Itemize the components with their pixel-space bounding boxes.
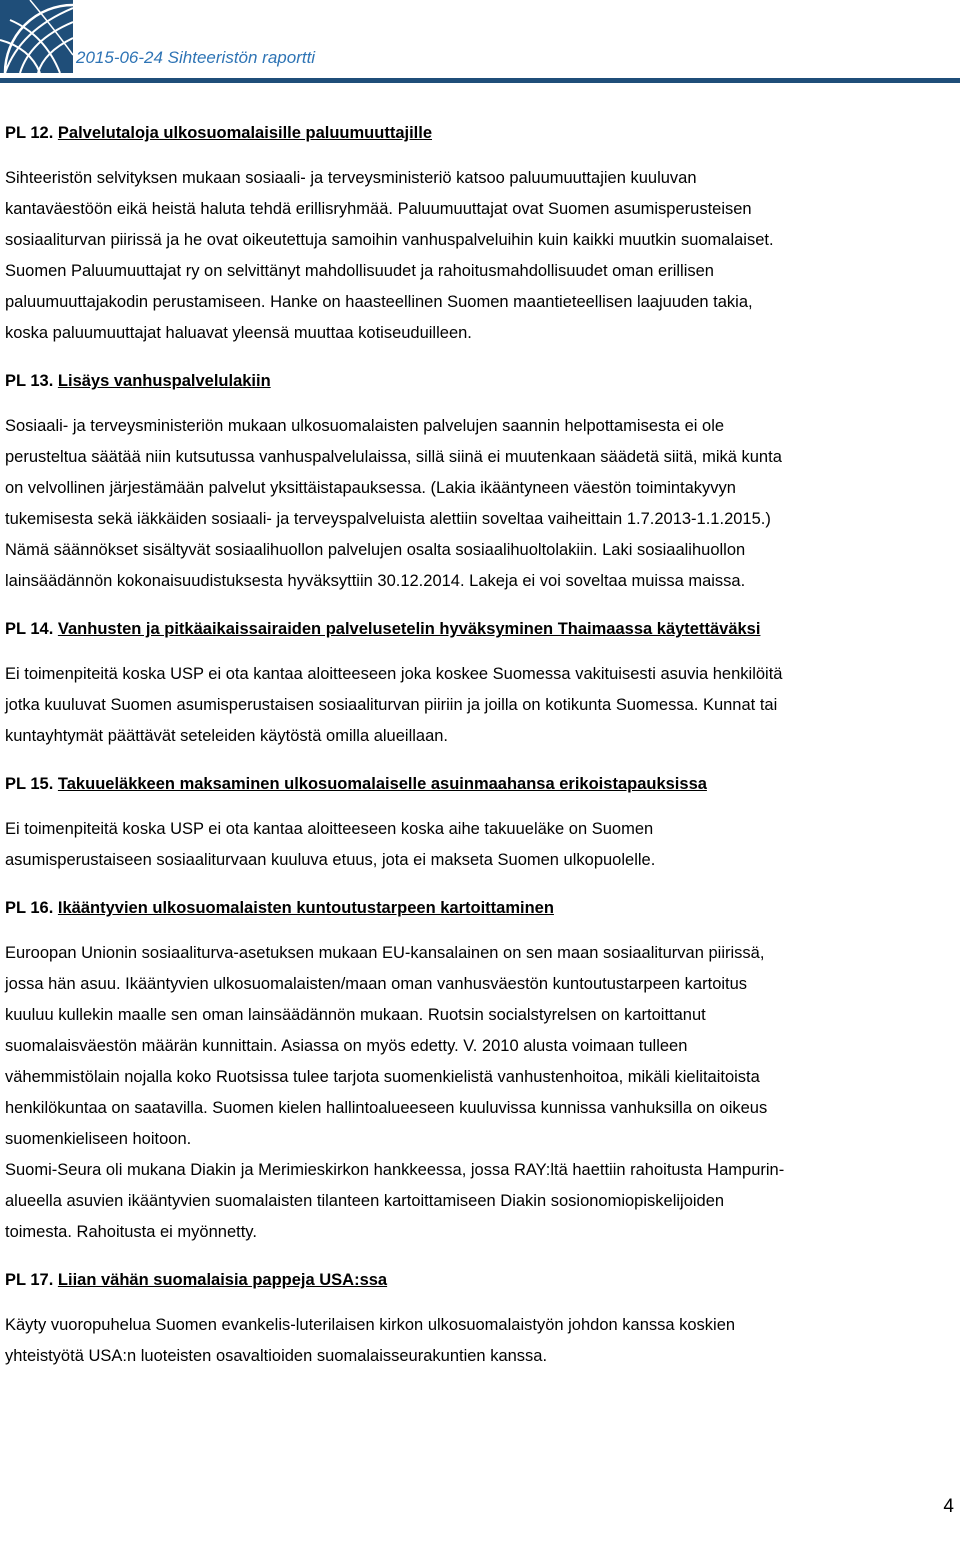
paragraph-line: henkilökuntaa on saatavilla. Suomen kielen hallintoalueeseen kuuluvissa kunnissa vanhuksilla on oikeus <box>5 1099 768 1117</box>
section-number: PL 17. <box>5 1271 54 1289</box>
section-number: PL 15. <box>5 775 54 793</box>
paragraph-line: on velvollinen järjestämään palvelut yksittäistapauksessa. (Lakia ikääntyneen väestön toimintakyvyn <box>5 479 736 497</box>
paragraph-line: Suomi-Seura oli mukana Diakin ja Merimieskirkon hankkeessa, jossa RAY:ltä haettiin rahoitusta Hampurin- <box>5 1161 785 1179</box>
paragraph-line: Ei toimenpiteitä koska USP ei ota kantaa aloitteeseen koska aihe takuueläke on Suomen <box>5 820 654 838</box>
paragraph-line: lainsäädännön kokonaisuudistuksesta hyväksyttiin 30.12.2014. Lakeja ei voi soveltaa muissa maissa. <box>5 572 746 590</box>
section-title: Liian vähän suomalaisia pappeja USA:ssa <box>57 1271 388 1289</box>
paragraph-line: Suomen Paluumuuttajat ry on selvittänyt mahdollisuudet ja rahoitusmahdollisuudet oman erillisen <box>5 262 714 280</box>
section-heading <box>5 366 955 396</box>
paragraph-line: kuuluu kullekin maalle sen oman lainsäädännön mukaan. Ruotsin socialstyrelsen on kartoittanut <box>5 1006 706 1024</box>
section-paragraph <box>5 163 955 349</box>
section-heading <box>5 614 955 644</box>
section-pl-12 <box>5 118 955 349</box>
paragraph-line: jotka kuuluvat Suomen asumisperustaisen sosiaaliturvan piiriin ja joilla on kotikunta Suomessa. Kunnat tai <box>5 696 778 714</box>
paragraph-line: suomenkieliseen hoitoon. <box>5 1130 192 1148</box>
section-paragraph <box>5 814 955 876</box>
section-paragraph <box>5 938 955 1248</box>
paragraph-line: toimesta. Rahoitusta ei myönnetty. <box>5 1223 257 1241</box>
paragraph-line: alueella asuvien ikääntyvien suomalaisten tilanteen kartoittamiseen Diakin sosionomiopiskelijoiden <box>5 1192 725 1210</box>
section-number: PL 12. <box>5 124 54 142</box>
paragraph-line: asumisperustaiseen sosiaaliturvaan kuuluva etuus, jota ei makseta Suomen ulkopuolelle. <box>5 851 656 869</box>
section-pl-15 <box>5 769 955 876</box>
page-number: 4 <box>943 1496 954 1517</box>
section-title: Palvelutaloja ulkosuomalaisille paluumuuttajille <box>57 124 433 142</box>
paragraph-line: Sosiaali- ja terveysministeriön mukaan ulkosuomalaisten palvelujen saannin helpottamisesta ei ole <box>5 417 725 435</box>
paragraph-line: Ei toimenpiteitä koska USP ei ota kantaa aloitteeseen joka koskee Suomessa vakituisesti asuvia henkilöitä <box>5 665 783 683</box>
section-number: PL 13. <box>5 372 54 390</box>
section-paragraph <box>5 411 955 597</box>
section-paragraph <box>5 659 955 752</box>
paragraph-line: yhteistyötä USA:n luoteisten osavaltioiden suomalaisseurakuntien kanssa. <box>5 1347 548 1365</box>
section-title: Vanhusten ja pitkäaikaissairaiden palvelusetelin hyväksyminen Thaimaassa käytettäväksi <box>57 620 761 638</box>
globe-logo-icon <box>0 0 73 73</box>
section-heading <box>5 1265 955 1295</box>
report-title: 2015-06-24 Sihteeristön raportti <box>76 48 316 67</box>
section-title: Lisäys vanhuspalvelulakiin <box>57 372 271 390</box>
section-title: Ikääntyvien ulkosuomalaisten kuntoutustarpeen kartoittaminen <box>57 899 554 917</box>
section-title: Takuueläkkeen maksaminen ulkosuomalaiselle asuinmaahansa erikoistapauksissa <box>57 775 707 793</box>
section-heading <box>5 769 955 799</box>
section-number: PL 14. <box>5 620 54 638</box>
paragraph-line: sosiaaliturvan piirissä ja he ovat oikeutettuja samoihin vanhuspalveluihin kuin kaikki muutkin suomalaiset. <box>5 231 774 249</box>
paragraph-line: jossa hän asuu. Ikääntyvien ulkosuomalaisten/maan oman vanhusväestön kuntoutustarpeen kartoitus <box>5 975 748 993</box>
paragraph-line: Sihteeristön selvityksen mukaan sosiaali- ja terveysministeriö katsoo paluumuuttajien kuuluvan <box>5 169 697 187</box>
paragraph-line: kuntayhtymät päättävät seteleiden käytöstä omilla alueillaan. <box>5 727 449 745</box>
section-heading <box>5 118 955 148</box>
paragraph-line: Nämä säännökset sisältyvät sosiaalihuollon palvelujen osalta sosiaalihuoltolakiin. Laki sosiaalihuollon <box>5 541 746 559</box>
document-body <box>5 118 955 1389</box>
paragraph-line: vähemmistölain nojalla koko Ruotsissa tulee tarjota suomenkielistä vanhustenhoitoa, mikäli kielitaitoista <box>5 1068 760 1086</box>
section-pl-13 <box>5 366 955 597</box>
paragraph-line: Euroopan Unionin sosiaaliturva-asetuksen mukaan EU-kansalainen on sen maan sosiaaliturvan piirissä, <box>5 944 765 962</box>
section-paragraph <box>5 1310 955 1372</box>
section-number: PL 16. <box>5 899 54 917</box>
paragraph-line: suomalaisväestön määrän kunnittain. Asiassa on myös edetty. V. 2010 alusta voimaan tulleen <box>5 1037 688 1055</box>
section-pl-17 <box>5 1265 955 1372</box>
section-pl-16 <box>5 893 955 1248</box>
paragraph-line: koska paluumuuttajat haluavat yleensä muuttaa kotiseuduilleen. <box>5 324 472 342</box>
paragraph-line: tukemisesta sekä iäkkäiden sosiaali- ja terveyspalveluista alettiin soveltaa vaiheittain 1.7.2013-1.1.2015.) <box>5 510 771 528</box>
section-heading <box>5 893 955 923</box>
paragraph-line: Käyty vuoropuhelua Suomen evankelis-luterilaisen kirkon ulkosuomalaistyön johdon kanssa koskien <box>5 1316 736 1334</box>
paragraph-line: perusteltua säätää niin kutsutussa vanhuspalvelulaissa, sillä siinä ei muutenkaan säädetä siitä, mikä kunta <box>5 448 782 466</box>
header-divider <box>0 78 960 83</box>
section-pl-14 <box>5 614 955 752</box>
paragraph-line: kantaväestöön eikä heistä haluta tehdä erillisryhmää. Paluumuuttajat ovat Suomen asumisperusteisen <box>5 200 752 218</box>
paragraph-line: paluumuuttajakodin perustamiseen. Hanke on haasteellinen Suomen maantieteellisen laajuuden takia, <box>5 293 753 311</box>
page-header <box>0 0 960 80</box>
